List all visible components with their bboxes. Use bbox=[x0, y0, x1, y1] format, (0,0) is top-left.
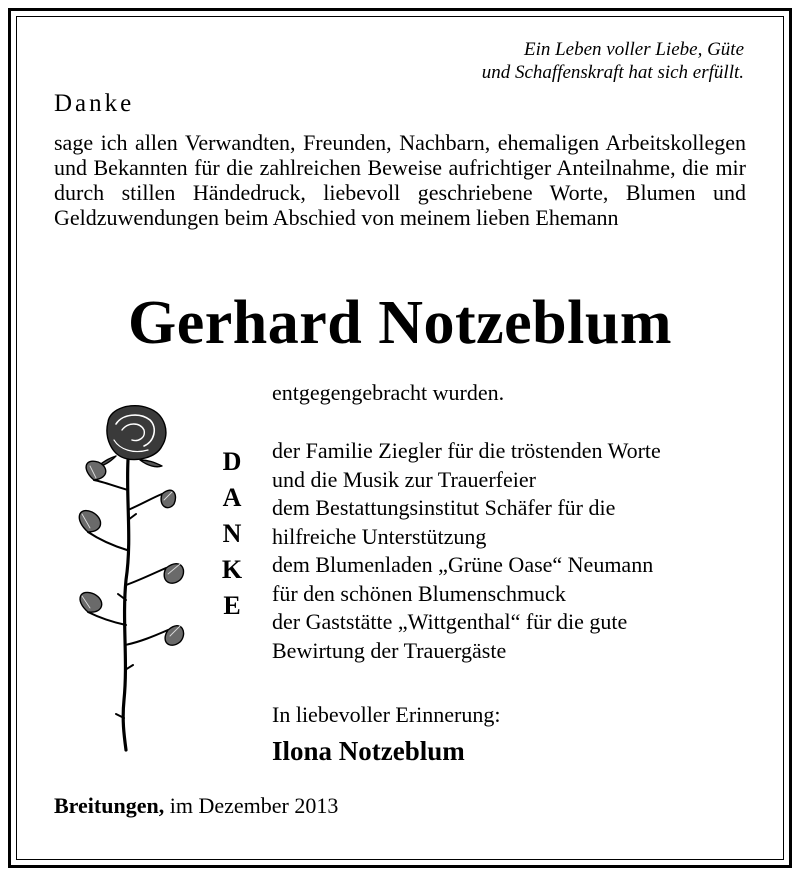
place-date bbox=[54, 793, 338, 819]
vertical-letter: E bbox=[223, 591, 241, 620]
date: im Dezember 2013 bbox=[169, 793, 339, 818]
heading-danke: Danke bbox=[54, 90, 135, 117]
thanks-line: für den schönen Blumenschmuck bbox=[272, 580, 566, 606]
thanks-entry bbox=[272, 551, 752, 608]
thanks-entry bbox=[272, 494, 752, 551]
motto bbox=[400, 38, 744, 84]
vertical-danke bbox=[212, 444, 252, 624]
vertical-letter: A bbox=[222, 483, 242, 512]
thanks-line: der Familie Ziegler für die tröstenden Worte bbox=[272, 438, 661, 463]
signer-name: Ilona Notzeblum bbox=[272, 736, 465, 766]
rose-icon bbox=[70, 400, 190, 755]
thanks-line: und die Musik zur Trauerfeier bbox=[272, 466, 536, 492]
thanks-entry bbox=[272, 437, 752, 494]
thanks-line: dem Blumenladen „Grüne Oase“ Neumann bbox=[272, 552, 654, 577]
thanks-entry bbox=[272, 608, 752, 665]
vertical-letter: N bbox=[222, 519, 242, 548]
thanks-line: dem Bestattungsinstitut Schäfer für die bbox=[272, 495, 616, 520]
intro-text: sage ich allen Verwandten, Freunden, Nachbarn, ehemaligen Arbeitskollegen und Bekannten für die zahlreichen Beweise aufrichtiger Anteilnahme, die mir durch stillen Händedruck, liebevoll geschriebene Worte, Blumen und Geldzuwendungen beim Abschied von meinem lieben Ehemann bbox=[54, 130, 746, 230]
deceased-name: Gerhard Notzeblum bbox=[127, 289, 673, 357]
thanks-list bbox=[272, 437, 752, 665]
place: Breitungen, bbox=[54, 793, 165, 818]
thanks-line: Bewirtung der Trauergäste bbox=[272, 637, 507, 663]
memory-line: In liebevoller Erinnerung: bbox=[272, 702, 501, 727]
thanks-line: hilfreiche Unterstützung bbox=[272, 523, 487, 549]
vertical-letter: D bbox=[222, 447, 242, 476]
thanks-line: der Gaststätte „Wittgenthal“ für die gute bbox=[272, 609, 628, 634]
vertical-letter: K bbox=[221, 555, 243, 584]
motto-line-1: Ein Leben voller Liebe, Güte bbox=[523, 39, 744, 60]
motto-line-2: und Schaffenskraft hat sich erfüllt. bbox=[481, 62, 744, 83]
after-name-text: entgegengebracht wurden. bbox=[272, 380, 505, 405]
